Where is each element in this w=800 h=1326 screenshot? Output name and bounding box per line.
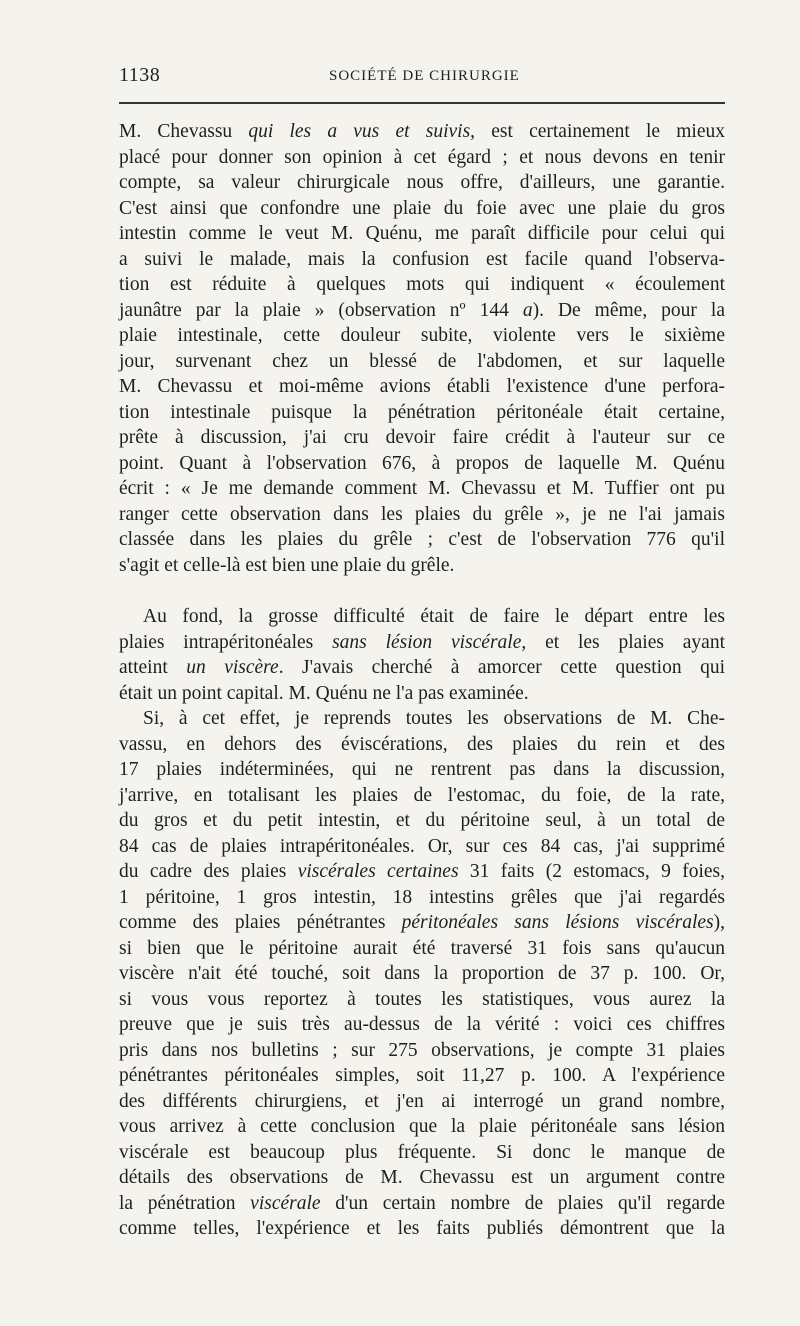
text-line: s'agit et celle-là est bien une plaie du grêle. [119, 554, 455, 576]
header-rule [119, 102, 725, 104]
text-line: si bien que le péritoine aurait été traversé 31 fois sans qu'aucun [119, 937, 725, 959]
text-line: placé pour donner son opinion à cet égard ; et nous devons en tenir [119, 146, 725, 168]
text-line: M. Chevassu qui les a vus et suivis, est certainement le mieux [119, 121, 725, 142]
text-line: pris dans nos bulletins ; sur 275 observations, je compte 31 plaies [119, 1039, 725, 1061]
text-line: atteint un viscère. J'avais cherché à amorcer cette question qui [119, 657, 725, 678]
text-line: jour, survenant chez un blessé de l'abdomen, et sur laquelle [119, 350, 725, 372]
running-title: SOCIÉTÉ DE CHIRURGIE [329, 68, 520, 84]
text-line: si vous vous reportez à toutes les statistiques, vous aurez la [119, 988, 725, 1010]
text-line: détails des observations de M. Chevassu est un argument contre [119, 1167, 725, 1188]
text-line: ranger cette observation dans les plaies du grêle », je ne l'ai jamais [119, 503, 725, 525]
text-line: jaunâtre par la plaie » (observation nº 144 a). De même, pour la [119, 299, 725, 321]
text-line: 84 cas de plaies intrapéritonéales. Or, sur ces 84 cas, j'ai supprimé [119, 835, 725, 857]
text-line: prête à discussion, j'ai cru devoir faire crédit à l'auteur sur ce [119, 427, 725, 448]
text-line: tion est réduite à quelques mots qui indiquent « écoulement [119, 274, 725, 295]
text-line: Au fond, la grosse difficulté était de faire le départ entre les [143, 606, 725, 627]
text-line: la pénétration viscérale d'un certain nombre de plaies qu'il regarde [119, 1192, 725, 1214]
text-line: 17 plaies indéterminées, qui ne rentrent pas dans la discussion, [119, 759, 725, 780]
paragraph-gap [119, 578, 725, 604]
text-line: C'est ainsi que confondre une plaie du foie avec une plaie du gros [119, 197, 725, 219]
text-line: tion intestinale puisque la pénétration péritonéale était certaine, [119, 401, 725, 423]
text-line: vassu, en dehors des éviscérations, des plaies du rein et des [119, 733, 725, 755]
text-line: 1 péritoine, 1 gros intestin, 18 intestins grêles que j'ai regardés [119, 886, 725, 908]
text-line: plaie intestinale, cette douleur subite, violente vers le sixième [119, 325, 725, 346]
text-line: pénétrantes péritonéales simples, soit 11,27 p. 100. A l'expérience [119, 1065, 725, 1086]
page-header [119, 64, 725, 94]
text-line: du gros et du petit intestin, et du péritoine seul, à un total de [119, 810, 725, 831]
page-number: 1138 [119, 64, 161, 86]
text-line: intestin comme le veut M. Quénu, me paraît difficile pour celui qui [119, 223, 725, 244]
text-line: viscère n'ait été touché, soit dans la proportion de 37 p. 100. Or, [119, 963, 725, 984]
text-line: comme telles, l'expérience et les faits publiés démontrent que la [119, 1218, 725, 1239]
text-line: écrit : « Je me demande comment M. Chevassu et M. Tuffier ont pu [119, 478, 725, 499]
text-line: comme des plaies pénétrantes péritonéales sans lésions viscérales), [119, 912, 725, 933]
text-line: Si, à cet effet, je reprends toutes les observations de M. Che- [143, 708, 725, 729]
body-text [119, 119, 725, 1242]
text-line: classée dans les plaies du grêle ; c'est de l'observation 776 qu'il [119, 529, 725, 550]
text-line: plaies intrapéritonéales sans lésion viscérale, et les plaies ayant [119, 631, 725, 653]
text-line: j'arrive, en totalisant les plaies de l'estomac, du foie, de la rate, [119, 784, 725, 806]
text-line: point. Quant à l'observation 676, à propos de laquelle M. Quénu [119, 452, 725, 474]
text-line: compte, sa valeur chirurgicale nous offre, d'ailleurs, une garantie. [119, 172, 725, 193]
text-line: M. Chevassu et moi-même avions établi l'existence d'une perfora- [119, 376, 725, 397]
text-line: des différents chirurgiens, et j'en ai interrogé un grand nombre, [119, 1090, 725, 1112]
text-line: était un point capital. M. Quénu ne l'a pas examinée. [119, 682, 529, 704]
text-line: preuve que je suis très au-dessus de la vérité : voici ces chiffres [119, 1014, 725, 1035]
text-line: vous arrivez à cette conclusion que la plaie péritonéale sans lésion [119, 1116, 725, 1137]
text-line: viscérale est beaucoup plus fréquente. Si donc le manque de [119, 1141, 725, 1163]
text-line: a suivi le malade, mais la confusion est facile quand l'observa- [119, 248, 725, 270]
text-line: du cadre des plaies viscérales certaines 31 faits (2 estomacs, 9 foies, [119, 861, 725, 882]
